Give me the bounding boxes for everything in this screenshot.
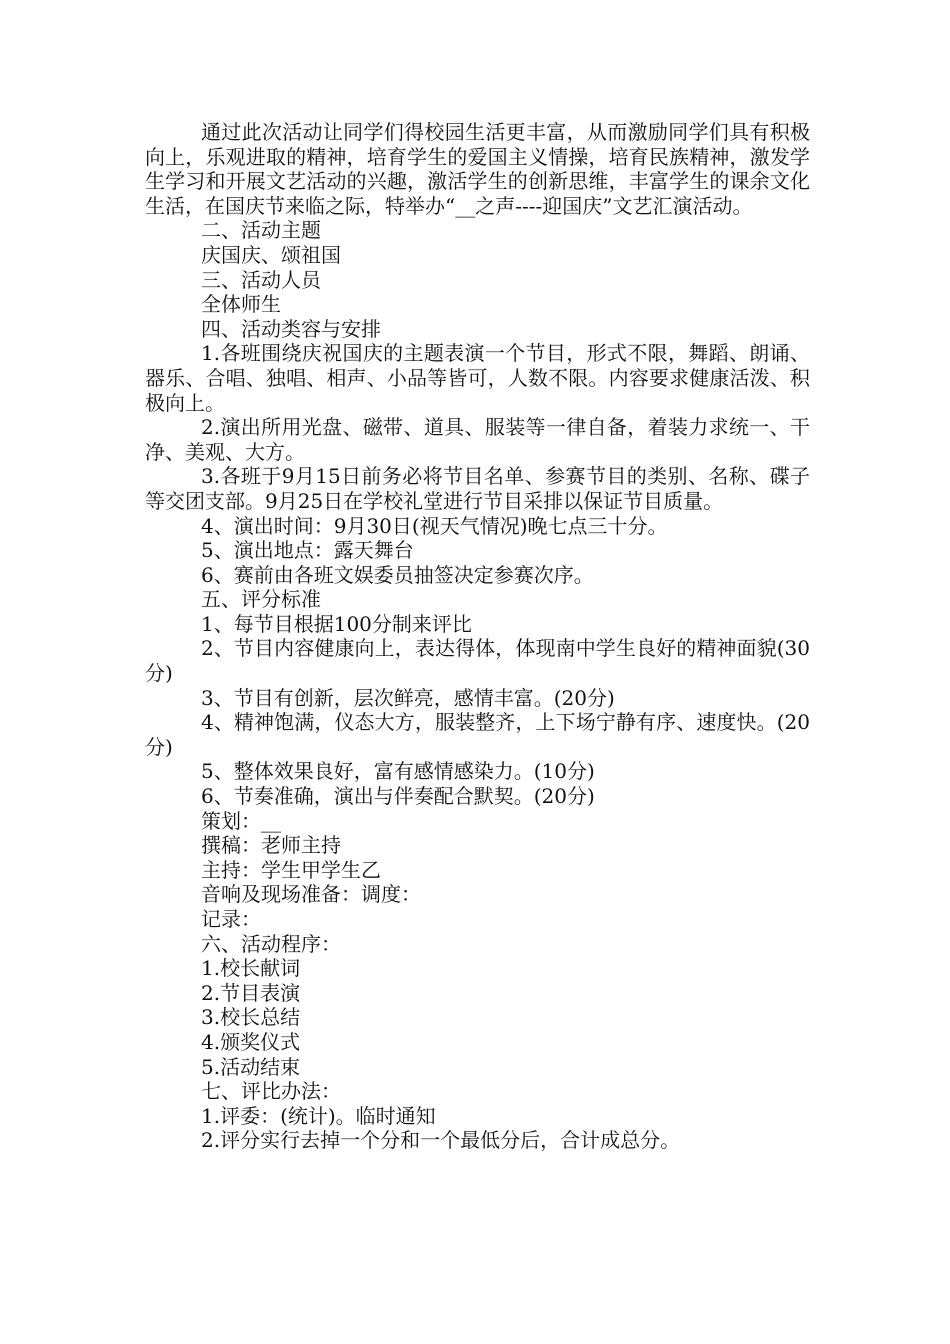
list-item-program-2: 2.节目表演 <box>201 980 301 1005</box>
list-item-program-5: 5.活动结束 <box>201 1054 301 1079</box>
list-item-scoring-3: 3、节目有创新，层次鲜亮，感情丰富。(20分) <box>201 685 615 710</box>
paragraph-intro: 通过此次活动让同学们得校园生活更丰富，从而激励同学们具有积极向上，乐观进取的精神，培育学生的爱国主义情操，培育民族精神，激发学生学习和开展文艺活动的兴趣，激活学生的创新思维，丰富学生的课余文化生活，在国庆节来临之际，特举办“__之声----迎国庆”文艺汇演活动。 <box>145 120 810 218</box>
list-item-scoring-1: 1、每节目根据100分制来评比 <box>201 611 472 636</box>
heading-content-arrangement: 四、活动类容与安排 <box>201 316 381 341</box>
heading-activity-theme: 二、活动主题 <box>201 218 321 243</box>
list-item-evaluation-1: 1.评委：(统计)。临时通知 <box>201 1103 436 1128</box>
document-body <box>145 120 810 1153</box>
list-item-arrangement-1: 1.各班围绕庆祝国庆的主题表演一个节目，形式不限，舞蹈、朗诵、器乐、合唱、独唱、相声、小品等皆可，人数不限。内容要求健康活泼、积极向上。 <box>145 341 810 415</box>
heading-scoring-criteria: 五、评分标准 <box>201 587 321 612</box>
paragraph-theme: 庆国庆、颂祖国 <box>201 242 341 267</box>
list-item-scoring-6: 6、节奏准确，演出与伴奏配合默契。(20分) <box>201 784 595 809</box>
list-item-arrangement-6: 6、赛前由各班文娱委员抽签决定参赛次序。 <box>201 562 594 587</box>
list-item-scoring-5: 5、整体效果良好，富有感情感染力。(10分) <box>201 759 595 784</box>
list-item-scoring-2: 2、节目内容健康向上，表达得体，体现南中学生良好的精神面貌(30分) <box>145 636 810 686</box>
list-item-arrangement-3: 3.各班于9月15日前务必将节目名单、参赛节目的类别、名称、碟子等交团支部。9月25日在学校礼堂进行节目采排以保证节目质量。 <box>145 464 810 513</box>
staff-writer: 撰稿：老师主持 <box>201 833 341 858</box>
list-item-program-1: 1.校长献词 <box>201 956 301 981</box>
heading-evaluation-method: 七、评比办法： <box>201 1079 341 1104</box>
heading-program: 六、活动程序： <box>201 931 341 956</box>
staff-planner: 策划：__ <box>201 808 281 833</box>
paragraph-participants: 全体师生 <box>201 292 281 317</box>
list-item-evaluation-2: 2.评分实行去掉一个分和一个最低分后，合计成总分。 <box>201 1128 681 1153</box>
heading-participants: 三、活动人员 <box>201 267 321 292</box>
staff-recorder: 记录： <box>201 907 261 931</box>
list-item-scoring-4: 4、精神饱满，仪态大方，服装整齐，上下场宁静有序、速度快。(20分) <box>145 710 810 759</box>
list-item-arrangement-5: 5、演出地点：露天舞台 <box>201 538 414 563</box>
list-item-program-3: 3.校长总结 <box>201 1005 301 1030</box>
list-item-arrangement-4: 4、演出时间：9月30日(视天气情况)晚七点三十分。 <box>201 513 668 538</box>
list-item-program-4: 4.颁奖仪式 <box>201 1029 301 1054</box>
staff-sound-dispatch: 音响及现场准备：调度： <box>201 882 421 907</box>
staff-host: 主持：学生甲学生乙 <box>201 857 381 882</box>
list-item-arrangement-2: 2.演出所用光盘、磁带、道具、服装等一律自备，着装力求统一、干净、美观、大方。 <box>145 415 810 464</box>
